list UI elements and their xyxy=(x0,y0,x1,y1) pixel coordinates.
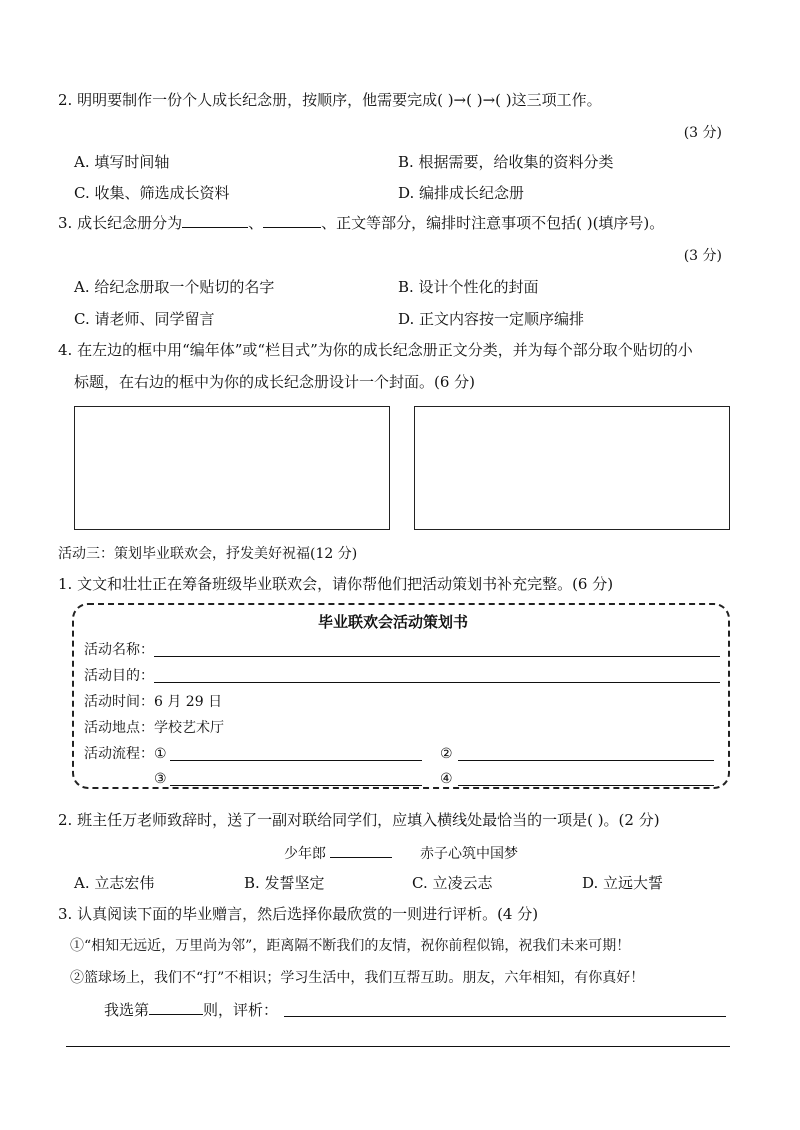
q2-stem: 2. 明明要制作一份个人成长纪念册，按顺序，他需要完成( )→( )→( )这三项工作。 xyxy=(58,91,602,109)
choose-number-blank[interactable] xyxy=(149,1000,203,1015)
plan-time: 活动时间：6 月 29 日 xyxy=(84,694,223,710)
q2-option-c[interactable]: C. 收集、筛选成长资料 xyxy=(74,184,230,202)
activity3-q3-stem: 3. 认真阅读下面的毕业赠言，然后选择你最欣赏的一则进行评析。(4 分) xyxy=(58,905,539,923)
choose-label-b: 则，评析： xyxy=(203,1001,279,1019)
activity3-q2-option-a[interactable]: A. 立志宏伟 xyxy=(74,874,155,892)
q2-option-b[interactable]: B. 根据需要，给收集的资料分类 xyxy=(398,153,614,171)
q3-option-b[interactable]: B. 设计个性化的封面 xyxy=(398,278,539,296)
evaluation-line-2[interactable] xyxy=(66,1046,730,1047)
activity3-q2-option-c[interactable]: C. 立凌云志 xyxy=(412,874,493,892)
plan-flow-label: 活动流程： xyxy=(84,746,154,762)
choose-line xyxy=(104,1000,278,1020)
evaluation-line-1[interactable] xyxy=(284,1016,726,1017)
plan-flow-num-4: ④ xyxy=(440,771,453,787)
plan-flow-line-4[interactable] xyxy=(458,785,714,786)
message-1: ①“相知无远近，万里尚为邻”，距离隔不断我们的友情，祝你前程似锦，祝我们未来可期！ xyxy=(70,938,631,954)
plan-place: 活动地点：学校艺术厅 xyxy=(84,720,224,736)
plan-flow-line-1[interactable] xyxy=(170,760,422,761)
q3-option-d[interactable]: D. 正文内容按一定顺序编排 xyxy=(398,310,585,328)
q3-stem-part-b: 、正文等部分，编排时注意事项不包括( )(填序号)。 xyxy=(321,214,665,232)
couplet-right: 赤子心筑中国梦 xyxy=(420,846,518,862)
couplet-left: 少年郎 xyxy=(284,846,326,862)
plan-flow-line-2[interactable] xyxy=(458,760,714,761)
choose-label-a: 我选第 xyxy=(104,1001,150,1019)
activity3-q1-stem: 1. 文文和壮壮正在筹备班级毕业联欢会，请你帮他们把活动策划书补充完整。(6 分) xyxy=(58,575,614,593)
q4-line-2: 标题，在右边的框中为你的成长纪念册设计一个封面。(6 分) xyxy=(74,373,476,391)
q3-blank-1[interactable] xyxy=(182,213,248,228)
plan-title: 毕业联欢会活动策划书 xyxy=(318,613,469,631)
plan-flow-num-2: ② xyxy=(440,746,453,762)
activity3-q2-option-d[interactable]: D. 立远大誓 xyxy=(582,874,664,892)
q3-stem xyxy=(58,213,664,233)
q3-option-a[interactable]: A. 给纪念册取一个贴切的名字 xyxy=(74,278,275,296)
q4-left-answer-box[interactable] xyxy=(74,406,390,530)
activity3-title: 活动三：策划毕业联欢会，抒发美好祝福(12 分) xyxy=(58,546,358,562)
plan-flow-num-1: ① xyxy=(154,746,167,762)
q4-right-answer-box[interactable] xyxy=(414,406,730,530)
message-2: ②篮球场上，我们不“打”不相识；学习生活中，我们互帮互助。朋友，六年相知，有你真好！ xyxy=(70,970,645,986)
activity3-q2-option-b[interactable]: B. 发誓坚定 xyxy=(244,874,325,892)
q2-score: (3 分) xyxy=(683,125,722,141)
q3-stem-part-a: 3. 成长纪念册分为 xyxy=(58,214,183,232)
plan-flow-line-3[interactable] xyxy=(170,785,422,786)
activity3-q2-stem: 2. 班主任万老师致辞时，送了一副对联给同学们，应填入横线处最恰当的一项是( )。(2 分) xyxy=(58,811,660,829)
q4-line-1: 4. 在左边的框中用“编年体”或“栏目式”为你的成长纪念册正文分类，并为每个部分取个贴切的小 xyxy=(58,341,693,359)
plan-name-line[interactable] xyxy=(154,656,720,657)
q3-blank-2[interactable] xyxy=(263,213,321,228)
q2-option-d[interactable]: D. 编排成长纪念册 xyxy=(398,184,525,202)
plan-flow-num-3: ③ xyxy=(154,771,167,787)
plan-purpose-line[interactable] xyxy=(154,682,720,683)
couplet xyxy=(284,843,518,864)
q3-separator: 、 xyxy=(248,214,264,232)
plan-purpose-label: 活动目的： xyxy=(84,668,154,684)
q3-score: (3 分) xyxy=(683,248,722,264)
couplet-blank[interactable] xyxy=(330,843,392,858)
q3-option-c[interactable]: C. 请老师、同学留言 xyxy=(74,310,215,328)
q2-option-a[interactable]: A. 填写时间轴 xyxy=(74,153,170,171)
plan-name-label: 活动名称： xyxy=(84,642,154,658)
